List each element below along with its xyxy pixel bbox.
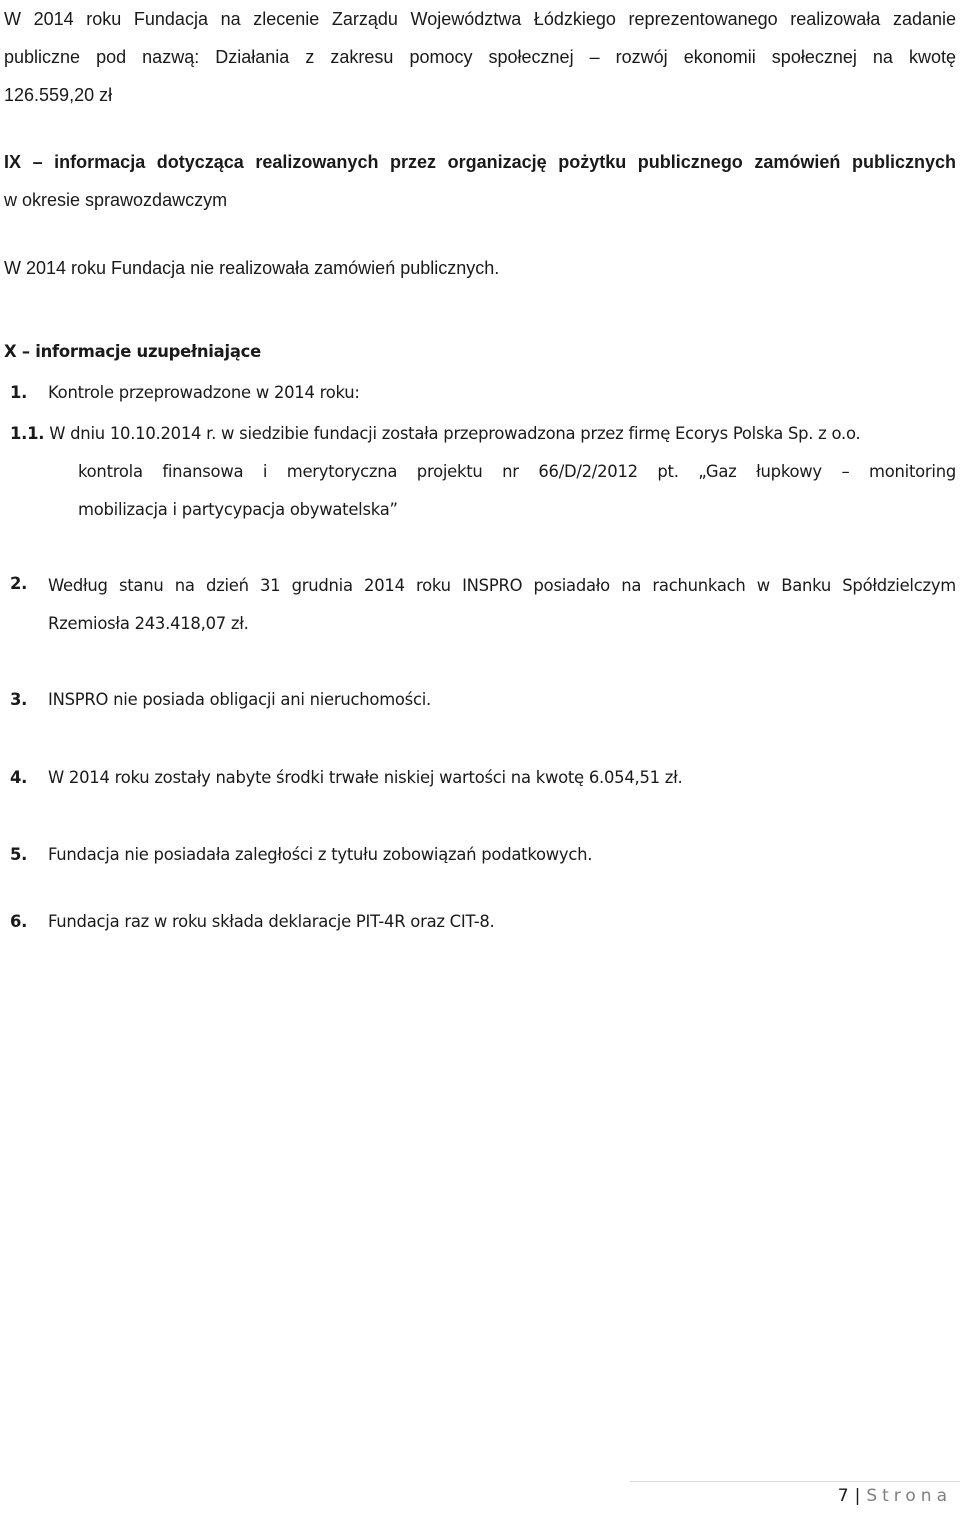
item-2-number: 2. — [10, 574, 28, 593]
section-10-heading: X – informacje uzupełniające — [4, 342, 261, 361]
item-3-number: 3. — [10, 690, 28, 709]
footer-divider — [630, 1481, 960, 1482]
item-1-1-line-2: kontrola finansowa i merytoryczna projektu nr 66/D/2/2012 pt. „Gaz łupkowy – monitoring — [78, 462, 956, 481]
item-2-line-1: Według stanu na dzień 31 grudnia 2014 roku INSPRO posiadało na rachunkach w Banku Spółdzielczym — [48, 576, 956, 595]
item-6-text: Fundacja raz w roku składa deklaracje PIT-4R oraz CIT-8. — [48, 912, 495, 931]
section-9-text: W 2014 roku Fundacja nie realizowała zamówień publicznych. — [4, 258, 500, 278]
intro-line-3: 126.559,20 zł — [4, 85, 113, 105]
section-9-heading-line-2: w okresie sprawozdawczym — [4, 190, 228, 210]
item-1-1-line-1: W dniu 10.10.2014 r. w siedzibie fundacji została przeprowadzona przez firmę Ecorys Polska Sp. z o.o. — [49, 424, 861, 443]
footer-separator: | — [854, 1486, 861, 1506]
item-1-1-block — [10, 415, 956, 529]
intro-line-2: publiczne pod nazwą: Działania z zakresu pomocy społecznej – rozwój ekonomii społecznej na kwotę — [4, 47, 956, 67]
item-1-1-line-3: mobilizacja i partycypacja obywatelska” — [78, 500, 398, 519]
intro-paragraph — [4, 0, 956, 114]
item-1-1-first-line — [10, 415, 956, 453]
item-1-1-continuation — [10, 453, 956, 529]
section-9-heading — [4, 143, 956, 219]
item-6-number: 6. — [10, 912, 28, 931]
item-5-number: 5. — [10, 845, 28, 864]
item-1-text: Kontrole przeprowadzone w 2014 roku: — [48, 383, 360, 402]
page-footer — [838, 1486, 952, 1506]
section-9-heading-line-1: IX – informacja dotycząca realizowanych przez organizację pożytku publicznego zamówień publicznych — [4, 152, 956, 172]
item-1-1-number: 1.1. — [10, 424, 45, 443]
item-3-text: INSPRO nie posiada obligacji ani nieruchomości. — [48, 690, 432, 709]
item-4-number: 4. — [10, 768, 28, 787]
item-2-text — [48, 567, 956, 643]
item-5-text: Fundacja nie posiadała zaległości z tytułu zobowiązań podatkowych. — [48, 845, 593, 864]
item-4-text: W 2014 roku zostały nabyte środki trwałe niskiej wartości na kwotę 6.054,51 zł. — [48, 768, 683, 787]
item-2-line-2: Rzemiosła 243.418,07 zł. — [48, 614, 249, 633]
page-number: 7 — [837, 1486, 849, 1506]
page-word: Strona — [866, 1486, 952, 1506]
item-1-number: 1. — [10, 383, 28, 402]
intro-line-1: W 2014 roku Fundacja na zlecenie Zarządu Województwa Łódzkiego reprezentowanego realizowała zadanie — [4, 9, 956, 29]
